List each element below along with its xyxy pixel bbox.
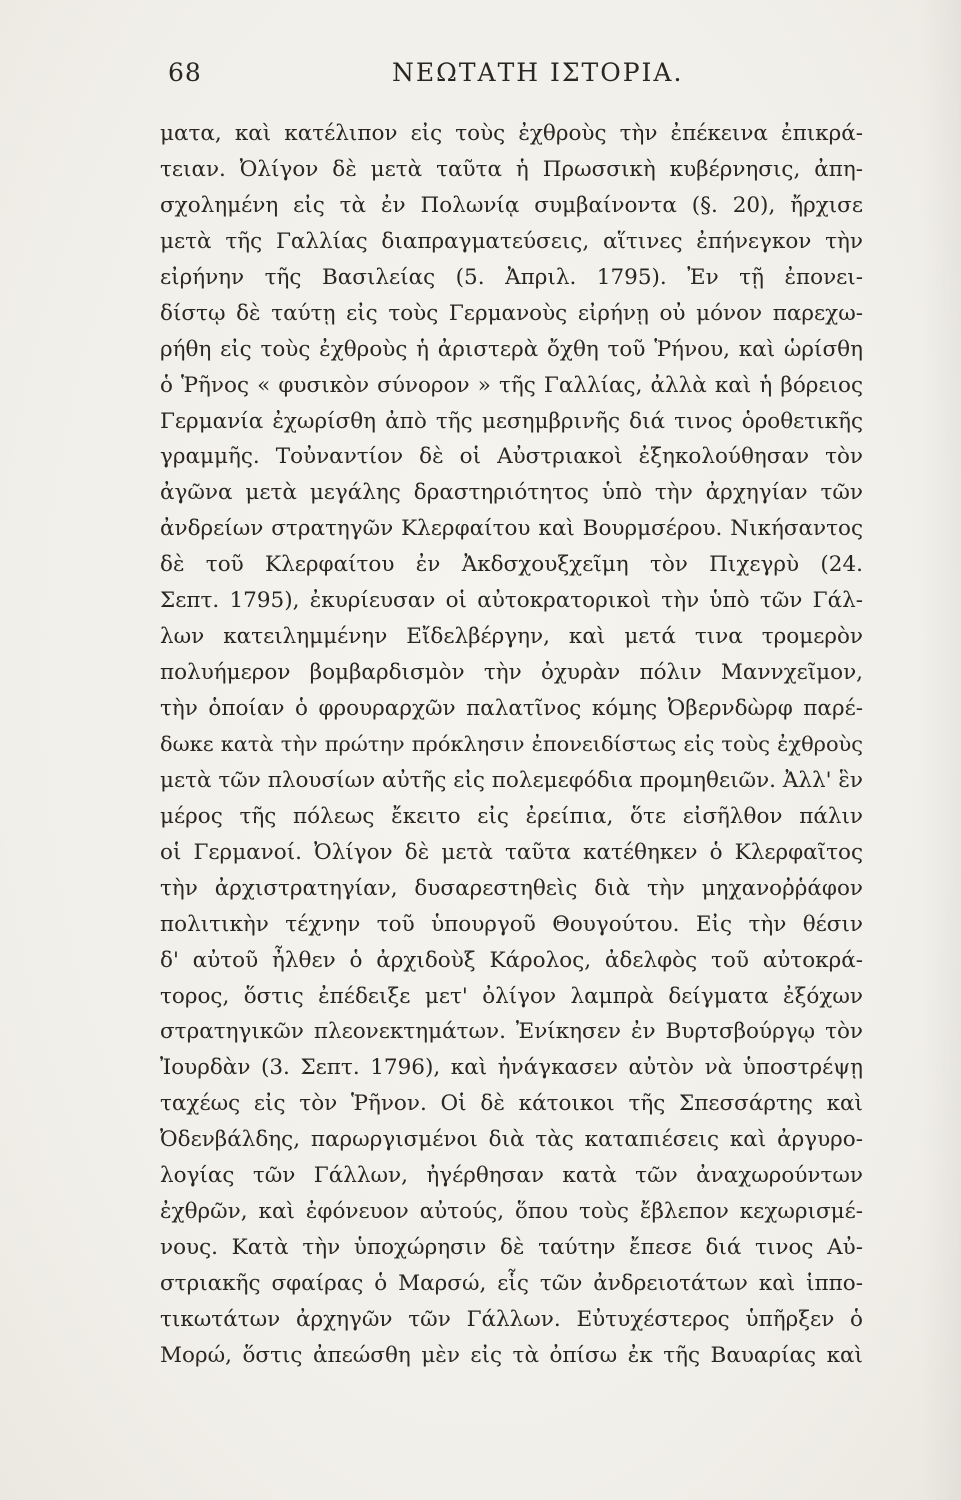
text-line: Ὀδενβάλδης, παρωργισμένοι διὰ τὰς καταπιέσεις καὶ ἀργυρο- (160, 1127, 863, 1153)
text-line: τὴν ὁποίαν ὁ φρουραρχῶν παλατῖνος κόμης Ὀβερνδὼρφ παρέ- (160, 696, 863, 721)
text-line: λογίας τῶν Γάλλων, ἠγέρθησαν κατὰ τῶν ἀναχωρούντων (160, 1163, 863, 1189)
text-line: ὁ Ῥῆνος « φυσικὸν σύνορον » τῆς Γαλλίας, ἀλλὰ καὶ ἡ βόρειος (160, 372, 863, 398)
text-line: τὴν ἀρχιστρατηγίαν, δυσαρεστηθεὶς διὰ τὴν μηχανοῤῥάφον (160, 875, 863, 901)
text-line: ταχέως εἰς τὸν Ῥῆνον. Οἱ δὲ κάτοικοι τῆς Σπεσσάρτης καὶ (160, 1091, 863, 1117)
text-line: Γερμανία ἐχωρίσθη ἀπὸ τῆς μεσημβρινῆς διά τινος ὁροθετικῆς (160, 408, 863, 434)
text-line: πολιτικὴν τέχνην τοῦ ὑπουργοῦ Θουγούτου. Εἰς τὴν θέσιν (160, 911, 863, 937)
text-line: δωκε κατὰ τὴν πρώτην πρόκλησιν ἐπονειδίστως εἰς τοὺς ἐχθροὺς (160, 731, 863, 756)
page-number: 68 (168, 58, 202, 87)
text-line: Σεπτ. 1795), ἐκυρίευσαν οἱ αὐτοκρατορικοὶ τὴν ὑπὸ τῶν Γάλ- (160, 588, 863, 614)
page-edge-shadow (921, 0, 961, 1500)
text-line: ματα, καὶ κατέλιπον εἰς τοὺς ἐχθροὺς τὴν ἐπέκεινα ἐπικρά- (160, 121, 863, 146)
running-head: ΝΕΩΤΑΤΗ ΙΣΤΟΡΙΑ. (392, 58, 684, 87)
text-line: τικωτάτων ἀρχηγῶν τῶν Γάλλων. Εὐτυχέστερος ὑπῆρξεν ὁ (160, 1306, 863, 1332)
text-line: σχολημένη εἰς τὰ ἐν Πολωνίᾳ συμβαίνοντα (§. 20), ἤρχισε (160, 192, 863, 218)
text-line: λων κατειλημμένην Εἴδελβέργην, καὶ μετά τινα τρομερὸν (160, 624, 863, 650)
page-header (160, 58, 860, 94)
text-line: Μορώ, ὅστις ἀπεώσθη μὲν εἰς τὰ ὀπίσω ἐκ τῆς Βαυαρίας καὶ (160, 1342, 863, 1368)
text-line: ἀγῶνα μετὰ μεγάλης δραστηριότητος ὑπὸ τὴν ἀρχηγίαν τῶν (160, 480, 863, 506)
text-line: οἱ Γερμανοί. Ὀλίγον δὲ μετὰ ταῦτα κατέθηκεν ὁ Κλερφαῖτος (160, 839, 863, 865)
text-line: πολυήμερον βομβαρδισμὸν τὴν ὀχυρὰν πόλιν Μαννχεῖμον, (160, 660, 863, 686)
text-line: εἰρήνην τῆς Βασιλείας (5. Ἀπριλ. 1795). Ἐν τῇ ἐπονει- (160, 264, 863, 290)
text-line: γραμμῆς. Τοὐναντίον δὲ οἱ Αὐστριακοὶ ἐξηκολούθησαν τὸν (160, 444, 863, 470)
text-line: ρήθη εἰς τοὺς ἐχθροὺς ἡ ἀριστερὰ ὄχθη τοῦ Ῥήνου, καὶ ὡρίσθη (160, 336, 863, 362)
text-line: ἀνδρείων στρατηγῶν Κλερφαίτου καὶ Βουρμσέρου. Νικήσαντος (160, 516, 863, 542)
text-line: μετὰ τῶν πλουσίων αὐτῆς εἰς πολεμεφόδια προμηθειῶν. Ἀλλ' ἓν (160, 767, 863, 793)
text-line: μέρος τῆς πόλεως ἔκειτο εἰς ἐρείπια, ὅτε εἰσῆλθον πάλιν (160, 803, 863, 829)
text-line: δ' αὐτοῦ ἦλθεν ὁ ἀρχιδοὺξ Κάρολος, ἀδελφὸς τοῦ αὐτοκρά- (160, 947, 863, 973)
text-line: τειαν. Ὀλίγον δὲ μετὰ ταῦτα ἡ Πρωσσικὴ κυβέρνησις, ἀπη- (160, 156, 863, 182)
text-line: μετὰ τῆς Γαλλίας διαπραγματεύσεις, αἵτινες ἐπήνεγκον τὴν (160, 228, 863, 254)
text-line: νους. Κατὰ τὴν ὑποχώρησιν δὲ ταύτην ἔπεσε διά τινος Αὐ- (160, 1235, 863, 1261)
text-line: στριακῆς σφαίρας ὁ Μαρσώ, εἷς τῶν ἀνδρειοτάτων καὶ ἱππο- (160, 1271, 863, 1296)
text-line: Ἰουρδὰν (3. Σεπτ. 1796), καὶ ἠνάγκασεν αὐτὸν νὰ ὑποστρέψῃ (160, 1055, 863, 1081)
text-line: στρατηγικῶν πλεονεκτημάτων. Ἐνίκησεν ἐν Βυρτσβούργῳ τὸν (160, 1019, 863, 1045)
text-line: τορος, ὅστις ἐπέδειξε μετ' ὀλίγον λαμπρὰ δείγματα ἐξόχων (160, 983, 863, 1009)
text-line: δὲ τοῦ Κλερφαίτου ἐν Ἀκδσχουξχεῖμη τὸν Πιχεγρὺ (24. (160, 552, 863, 578)
body-text (160, 116, 863, 1374)
text-line: ἐχθρῶν, καὶ ἐφόνευον αὐτούς, ὅπου τοὺς ἔβλεπον κεχωρισμέ- (160, 1199, 863, 1225)
text-line: δίστῳ δὲ ταύτῃ εἰς τοὺς Γερμανοὺς εἰρήνῃ οὐ μόνον παρεχω- (160, 300, 863, 326)
